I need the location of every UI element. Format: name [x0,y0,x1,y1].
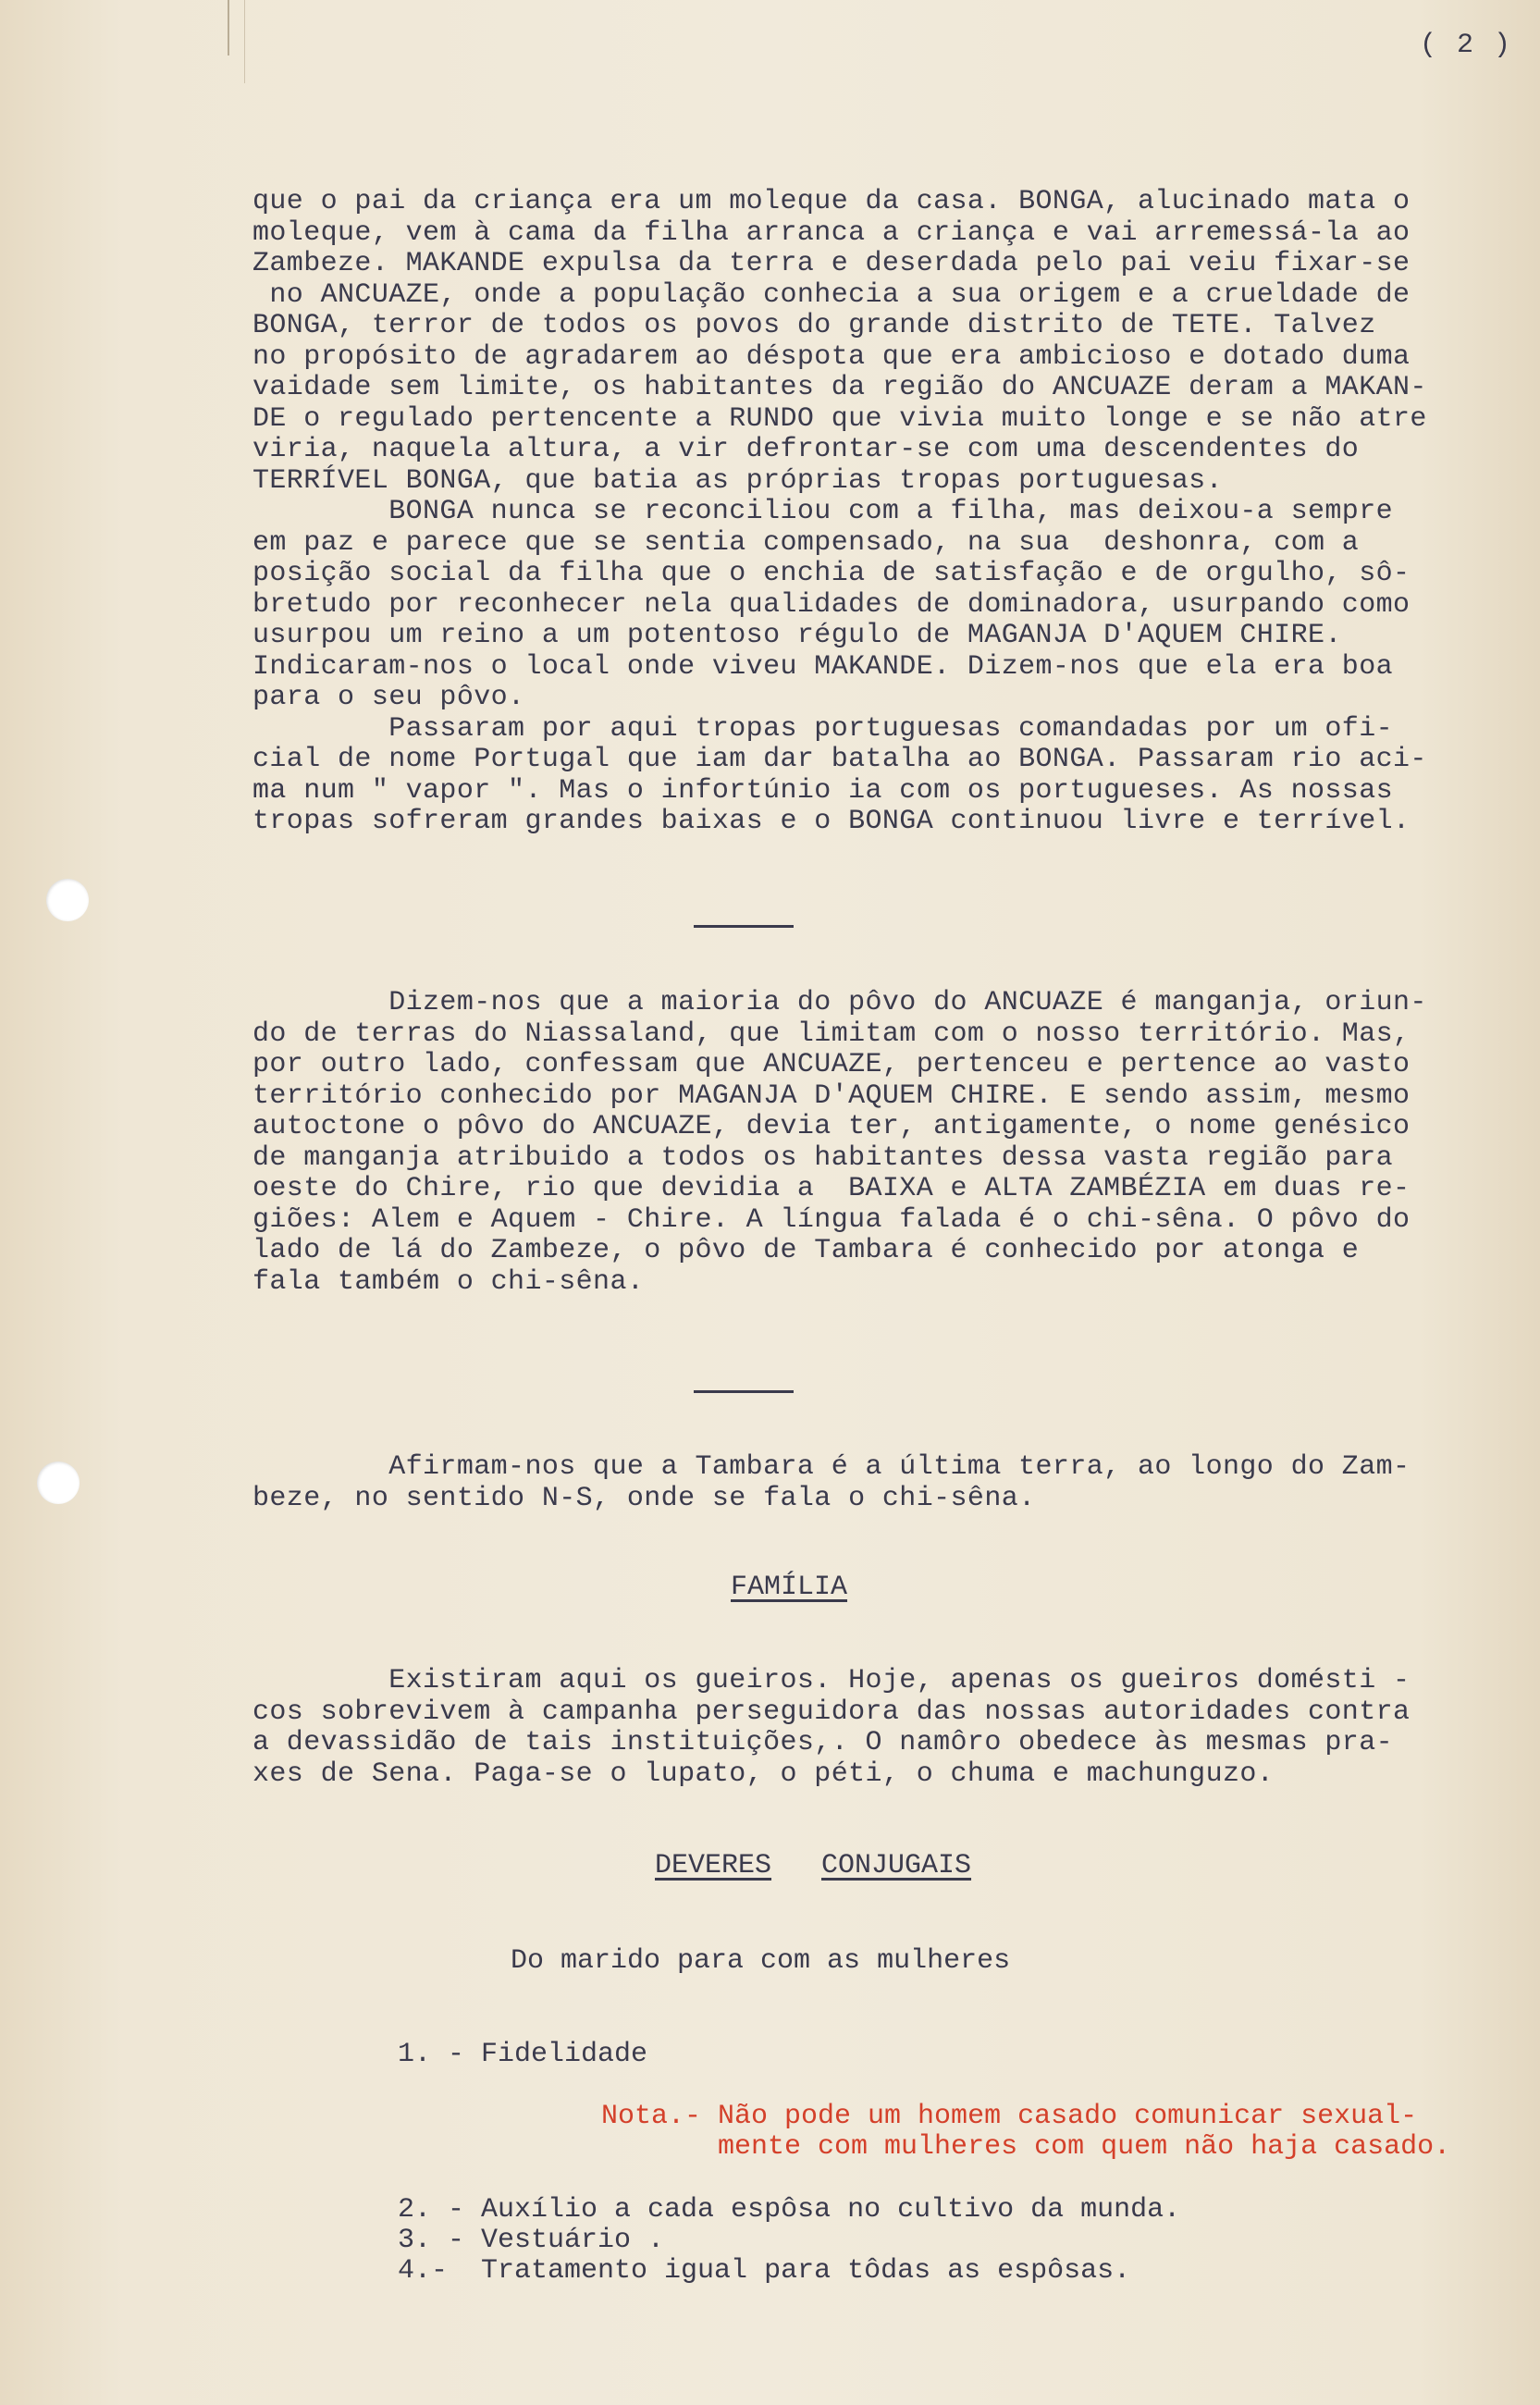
text-line: do de terras do Niassaland, que limitam com o nosso território. Mas, [253,1018,1411,1050]
subheading-marido: Do marido para com as mulheres [511,1945,1011,1977]
text-line: DE o regulado pertencente a RUNDO que vivia muito longe e se não atre [253,402,1427,435]
text-line: autoctone o pôvo do ANCUAZE, devia ter, antigamente, o nome genésico [253,1111,1411,1142]
text-line: Dizem-nos que a maioria do pôvo do ANCUAZE é manganja, oriun- [253,987,1427,1018]
text-line: BONGA, terror de todos os povos do grande distrito de TETE. Talvez [253,310,1376,341]
text-line: que o pai da criança era um moleque da casa. BONGA, alucinado mata o [253,186,1411,217]
text-line: cial de nome Portugal que iam dar batalha ao BONGA. Passaram rio aci- [253,744,1427,775]
text-line: xes de Sena. Paga-se o lupato, o péti, o chuma e machunguzo. [253,1758,1275,1790]
text-line: beze, no sentido N-S, onde se fala o chi-sêna. [253,1482,1036,1514]
text-line: ma num " vapor ". Mas o infortúnio ia com os portugueses. As nossas [253,774,1393,807]
section-separator [694,925,794,928]
text-line: cos sobrevivem à campanha perseguidora das nossas autoridades contra [253,1696,1411,1728]
page-edge-mark [244,0,245,83]
punch-hole [46,879,89,921]
paragraph-tambara [253,1452,1520,1514]
text-line: Indicaram-nos o local onde viveu MAKANDE. Dizem-nos que ela era boa [253,650,1393,683]
text-line: a devassidão de tais instituições,. O namôro obedece às mesmas pra- [253,1727,1393,1758]
paragraph-familia [253,1666,1520,1790]
section-separator [694,1390,794,1393]
punch-hole [37,1462,80,1504]
text-line: TERRÍVEL BONGA, que batia as próprias tropas portuguesas. [253,464,1223,497]
text-line: em paz e parece que se sentia compensado, na sua deshonra, com a [253,526,1360,559]
text-line: bretudo por reconhecer nela qualidades de dominadora, usurpando como [253,588,1411,621]
text-line: posição social da filha que o enchia de satisfação e de orgulho, sô- [253,558,1411,589]
page-edge-mark [228,0,229,56]
text-line: por outro lado, confessam que ANCUAZE, pertenceu e pertence ao vasto [253,1049,1411,1080]
text-line: no ANCUAZE, onde a população conhecia a sua origem e a crueldade de [253,278,1411,311]
list-item-fidelidade: 1. - Fidelidade [398,2039,648,2070]
list-item-tratamento: 4.- Tratamento igual para tôdas as espôsas. [398,2255,1131,2287]
paragraph-ancuaze-manganja [253,988,1520,1298]
heading-familia: FAMÍLIA [731,1572,848,1603]
text-line: Passaram por aqui tropas portuguesas comandadas por um ofi- [253,712,1393,745]
list-item-vestuario: 3. - Vestuário . [398,2225,665,2256]
text-line: usurpou um reino a um potentoso régulo de MAGANJA D'AQUEM CHIRE. [253,620,1342,651]
page-number: ( 2 ) [1420,30,1513,61]
note-line: Nota.- Não pode um homem casado comunicar sexual- [601,2101,1418,2132]
note-line: mente com mulheres com quem não haja casado. [601,2131,1451,2163]
text-line: de manganja atribuido a todos os habitantes dessa vasta região para [253,1141,1393,1174]
text-line: moleque, vem à cama da filha arranca a criança e vai arremessá-la ao [253,216,1411,249]
text-line: fala também o chi-sêna. [253,1265,645,1298]
text-line: Afirmam-nos que a Tambara é a última terra, ao longo do Zam- [253,1451,1411,1483]
text-line: para o seu pôvo. [253,682,525,713]
text-line: viria, naquela altura, a vir defrontar-se com uma descendentes do [253,434,1360,465]
text-line: lado de lá do Zambeze, o pôvo de Tambara é conhecido por atonga e [253,1235,1360,1266]
list-item-auxilio: 2. - Auxílio a cada espôsa no cultivo da munda. [398,2194,1181,2226]
heading-deveres: DEVERES [655,1850,772,1881]
paragraph-bonga-makande [253,187,1520,838]
text-line: vaidade sem limite, os habitantes da região do ANCUAZE deram a MAKAN- [253,372,1427,403]
text-line: Zambeze. MAKANDE expulsa da terra e deserdada pelo pai veiu fixar-se [253,248,1411,279]
heading-conjugais: CONJUGAIS [821,1850,972,1881]
text-line: giões: Alem e Aquem - Chire. A língua falada é o chi-sêna. O pôvo do [253,1203,1411,1236]
text-line: no propósito de agradarem ao déspota que era ambicioso e dotado duma [253,340,1411,373]
text-line: oeste do Chire, rio que devidia a BAIXA e ALTA ZAMBÉZIA em duas re- [253,1173,1411,1204]
text-line: Existiram aqui os gueiros. Hoje, apenas os gueiros domésti - [253,1665,1411,1696]
text-line: tropas sofreram grandes baixas e o BONGA continuou livre e terrível. [253,806,1411,837]
text-line: território conhecido por MAGANJA D'AQUEM CHIRE. E sendo assim, mesmo [253,1079,1411,1112]
text-line: BONGA nunca se reconciliou com a filha, mas deixou-a sempre [253,496,1393,527]
